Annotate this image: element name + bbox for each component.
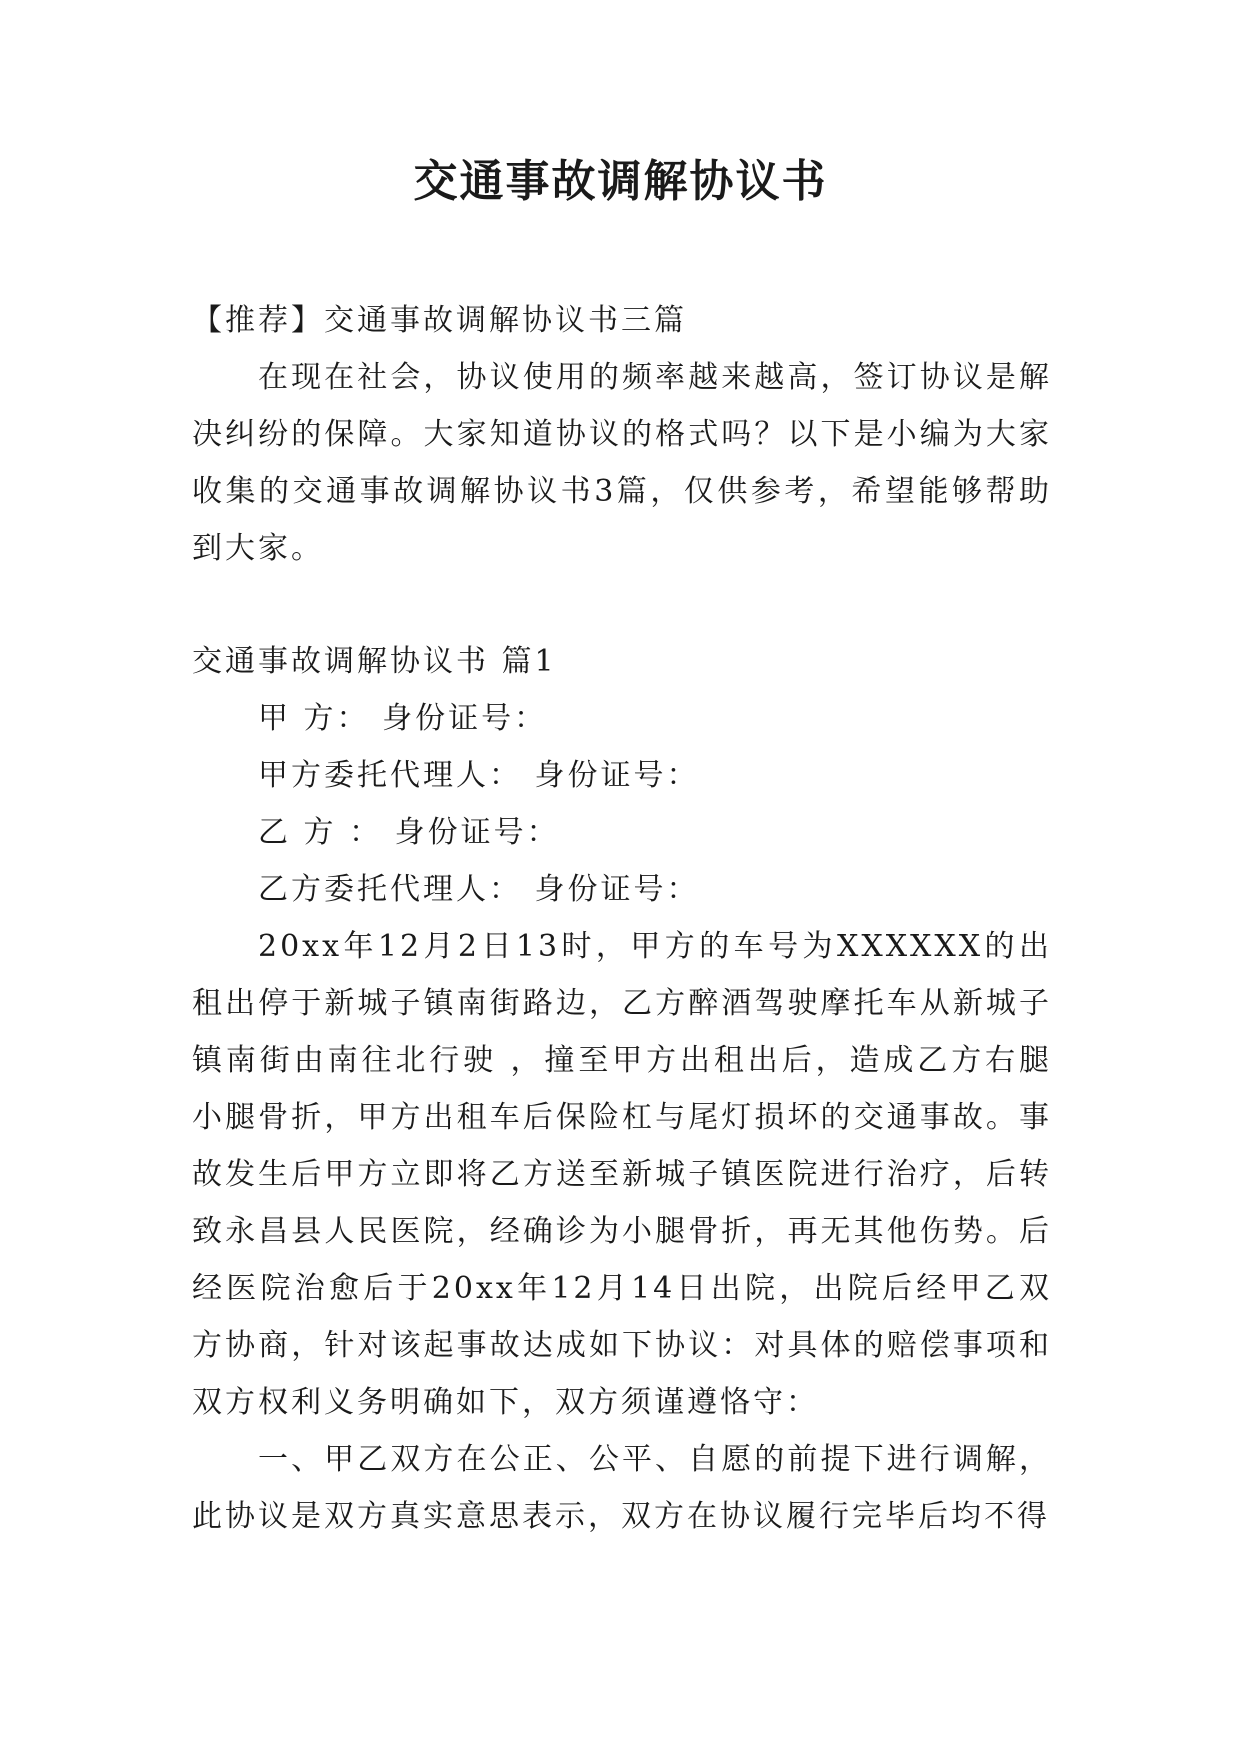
party-b-agent-line: 乙方委托代理人： 身份证号： bbox=[258, 872, 700, 907]
section-spacer bbox=[192, 577, 1052, 633]
party-a-agent-line: 甲方委托代理人： 身份证号： bbox=[258, 758, 700, 793]
accident-paragraph: 20xx年12月2日13时，甲方的车号为XXXXXX的出租出停于新城子镇南街路边，乙方醉酒驾驶摩托车从新城子镇南街由南往北行驶 ，撞至甲方出租出后，造成乙方右腿小腿骨折，甲方出租车后保险杠与尾灯损坏的交通事故。事故发生后甲方立即将乙方送至新城子镇医院进行治疗，后转致永昌县人民医院，经确诊为小腿骨折，再无其他伤势。后经医院治愈后于20xx年12月14日出院，出院后经甲乙双方协商，针对该起事故达成如下协议：对具体的赔偿事项和双方权利义务明确如下，双方须谨遵恪守： bbox=[192, 929, 1052, 1420]
recommend-line: 【推荐】交通事故调解协议书三篇 bbox=[192, 303, 687, 338]
section-heading: 交通事故调解协议书 篇1 bbox=[192, 644, 557, 679]
party-b-line: 乙 方 ： 身份证号： bbox=[258, 815, 560, 850]
document-body bbox=[192, 292, 1052, 1545]
intro-paragraph: 在现在社会，协议使用的频率越来越高，签订协议是解决纠纷的保障。大家知道协议的格式吗？以下是小编为大家收集的交通事故调解协议书3篇，仅供参考，希望能够帮助到大家。 bbox=[192, 360, 1052, 566]
party-a-line: 甲 方： 身份证号： bbox=[258, 701, 548, 736]
clause-1-paragraph: 一、甲乙双方在公正、公平、自愿的前提下进行调解，此协议是双方真实意思表示，双方在协议履行完毕后均不得 bbox=[192, 1442, 1052, 1534]
document-title: 交通事故调解协议书 bbox=[413, 156, 828, 207]
